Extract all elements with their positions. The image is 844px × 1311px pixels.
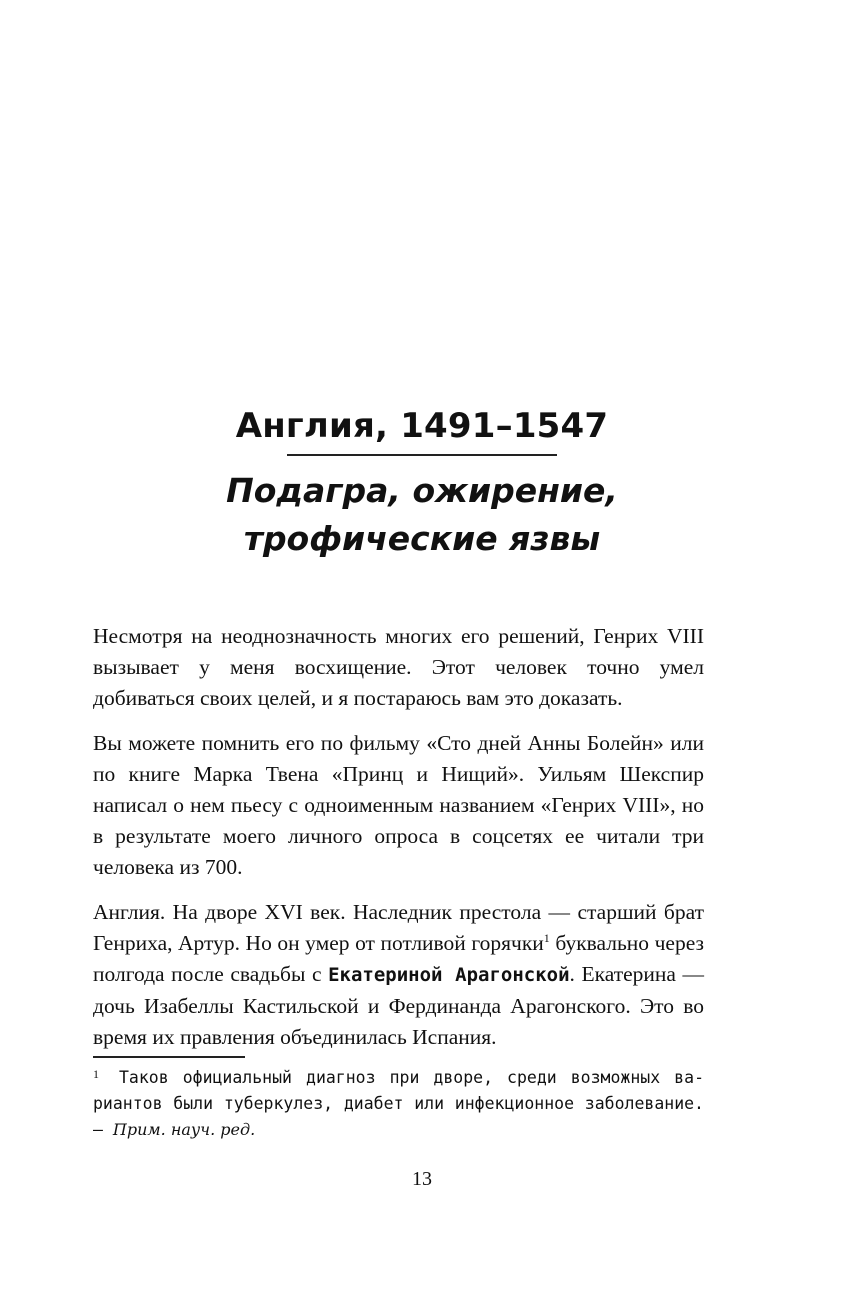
chapter-title: Англия, 1491–1547 — [235, 406, 609, 446]
bold-name: Екатериной Арагонской — [328, 964, 570, 987]
chapter-subtitle-line-1: Подагра, ожирение, — [226, 471, 618, 510]
title-divider — [287, 454, 557, 456]
footnote-divider — [93, 1056, 245, 1058]
paragraph-3-text-start: Англия. На дворе XVI век. Наследник престола — старший брат Генриха, Артур. Но он умер от потливой горячки — [93, 899, 704, 955]
body-text — [93, 621, 704, 1067]
page-number: 13 — [412, 1168, 432, 1190]
footnote-number: 1 — [93, 1067, 99, 1081]
chapter-subtitle-line-2: трофические язвы — [243, 519, 601, 558]
footnote-text: Таков официальный диагноз при дворе, среди возможных вариантов были туберкулез, диабет или инфекционное заболевание. — — [93, 1068, 704, 1139]
paragraph-1: Несмотря на неоднозначность многих его решений, Генрих VIII вызывает у меня восхищение. Этот человек точно умел добиваться своих целей, и я постараюсь вам это доказать. — [93, 624, 704, 711]
footnote-reference[interactable]: 1 — [543, 930, 550, 945]
footnote-editor-note: Прим. науч. ред. — [112, 1120, 256, 1139]
chapter-subtitle — [0, 467, 844, 563]
paragraph-3-text-end: . Екатерина — дочь Изабеллы Кастильской и Фердинанда Арагонского. Это во время их правления объединилась Испания. — [93, 962, 705, 1050]
paragraph-3 — [93, 897, 704, 1054]
paragraph-3-text-middle: буквально через полгода после свадьбы с — [93, 930, 704, 987]
paragraph-2: Вы можете помнить его по фильму «Сто дней Анны Болейн» или по книге Марка Твена «Принц и Нищий». Уильям Шекспир написал о нем пьесу с одноименным названием «Генрих VIII», но в результате моего личного опроса в соцсетях ее читали три человека из 700. — [93, 730, 704, 880]
footnote — [93, 1065, 704, 1143]
